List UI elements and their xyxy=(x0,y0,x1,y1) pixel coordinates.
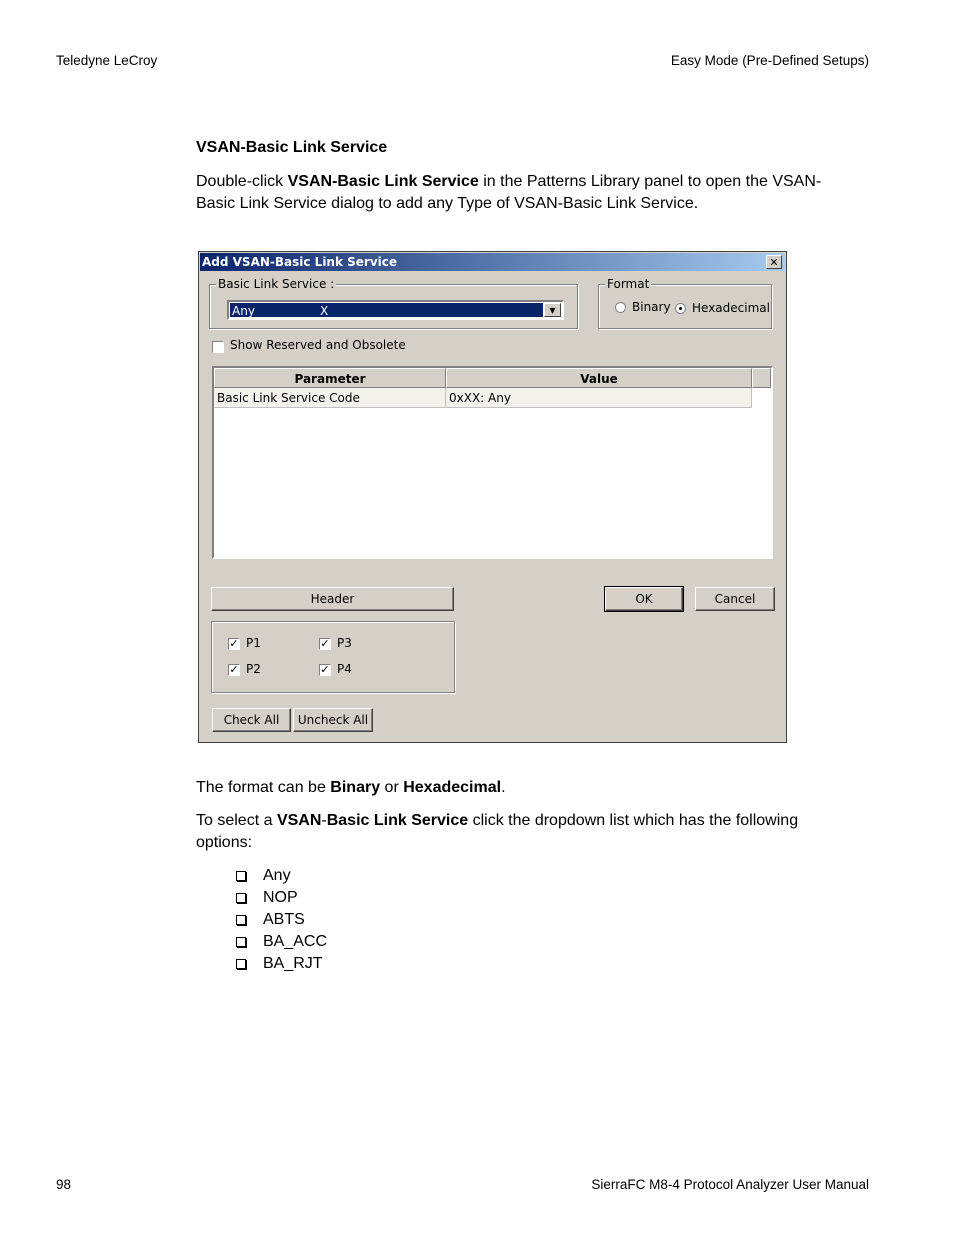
format-label: Format xyxy=(607,277,650,291)
list-item: ABTS xyxy=(236,909,327,931)
p2-label: P2 xyxy=(246,662,261,676)
close-icon[interactable]: ✕ xyxy=(766,255,782,269)
p4-label: P4 xyxy=(337,662,352,676)
p1-label: P1 xyxy=(246,636,261,650)
binary-radio[interactable] xyxy=(615,302,626,313)
grid-cell-parameter[interactable]: Basic Link Service Code xyxy=(214,388,446,408)
ports-group xyxy=(211,621,455,693)
add-vsan-basic-link-service-dialog xyxy=(198,251,787,743)
intro-paragraph: Double-click VSAN-Basic Link Service in the Patterns Library panel to open the VSAN-Basic Link Service dialog to add any Type of VSAN-Basic Link Service. xyxy=(196,173,822,212)
ok-button[interactable]: OK xyxy=(605,587,683,611)
p2-checkbox[interactable]: ✓ xyxy=(229,663,239,676)
p4-checkbox[interactable]: ✓ xyxy=(320,663,330,676)
select-paragraph: To select a VSAN-Basic Link Service click the dropdown list which has the following options: xyxy=(196,812,799,851)
binary-radio-label: Binary xyxy=(632,300,671,314)
checkbox-bullet-icon xyxy=(236,937,246,947)
grid-cell-value[interactable]: 0xXX: Any xyxy=(446,388,752,408)
basic-link-service-label: Basic Link Service : xyxy=(218,277,335,291)
grid-header-filler xyxy=(752,368,771,388)
page-number: 98 xyxy=(56,1177,72,1192)
p1-checkbox[interactable]: ✓ xyxy=(229,637,239,650)
basic-link-service-group xyxy=(209,277,578,329)
options-list xyxy=(236,865,327,975)
dropdown-secondary-value: X xyxy=(320,304,329,318)
uncheck-all-button[interactable]: Uncheck All xyxy=(293,708,373,732)
format-group xyxy=(598,277,772,329)
list-item: Any xyxy=(236,865,327,887)
header-button[interactable]: Header xyxy=(211,587,454,611)
show-reserved-label: Show Reserved and Obsolete xyxy=(230,338,406,352)
header-left: Teledyne LeCroy xyxy=(56,53,158,68)
grid-header-parameter: Parameter xyxy=(214,368,446,388)
checkbox-bullet-icon xyxy=(236,915,246,925)
p3-checkbox[interactable]: ✓ xyxy=(320,637,330,650)
parameter-grid[interactable] xyxy=(212,366,773,559)
check-all-button[interactable]: Check All xyxy=(212,708,291,732)
show-reserved-checkbox[interactable] xyxy=(212,341,224,353)
dialog-titlebar xyxy=(200,253,785,271)
manual-title: SierraFC M8-4 Protocol Analyzer User Manual xyxy=(591,1177,869,1192)
list-item: BA_RJT xyxy=(236,953,327,975)
section-title: VSAN-Basic Link Service xyxy=(196,139,388,156)
cancel-button[interactable]: Cancel xyxy=(695,587,775,611)
format-paragraph: The format can be Binary or Hexadecimal. xyxy=(196,779,506,796)
hexadecimal-radio-label: Hexadecimal xyxy=(692,301,770,315)
hexadecimal-radio[interactable] xyxy=(675,303,686,314)
grid-header-value: Value xyxy=(446,368,752,388)
checkbox-bullet-icon xyxy=(236,959,246,969)
p3-label: P3 xyxy=(337,636,352,650)
dropdown-selected-value: Any xyxy=(232,304,255,318)
chevron-down-icon[interactable]: ▼ xyxy=(544,303,561,317)
checkbox-bullet-icon xyxy=(236,893,246,903)
checkbox-bullet-icon xyxy=(236,871,246,881)
list-item: BA_ACC xyxy=(236,931,327,953)
list-item: NOP xyxy=(236,887,327,909)
header-right: Easy Mode (Pre-Defined Setups) xyxy=(670,53,869,68)
dialog-title: Add VSAN-Basic Link Service xyxy=(202,255,398,269)
basic-link-service-dropdown[interactable] xyxy=(227,300,564,320)
